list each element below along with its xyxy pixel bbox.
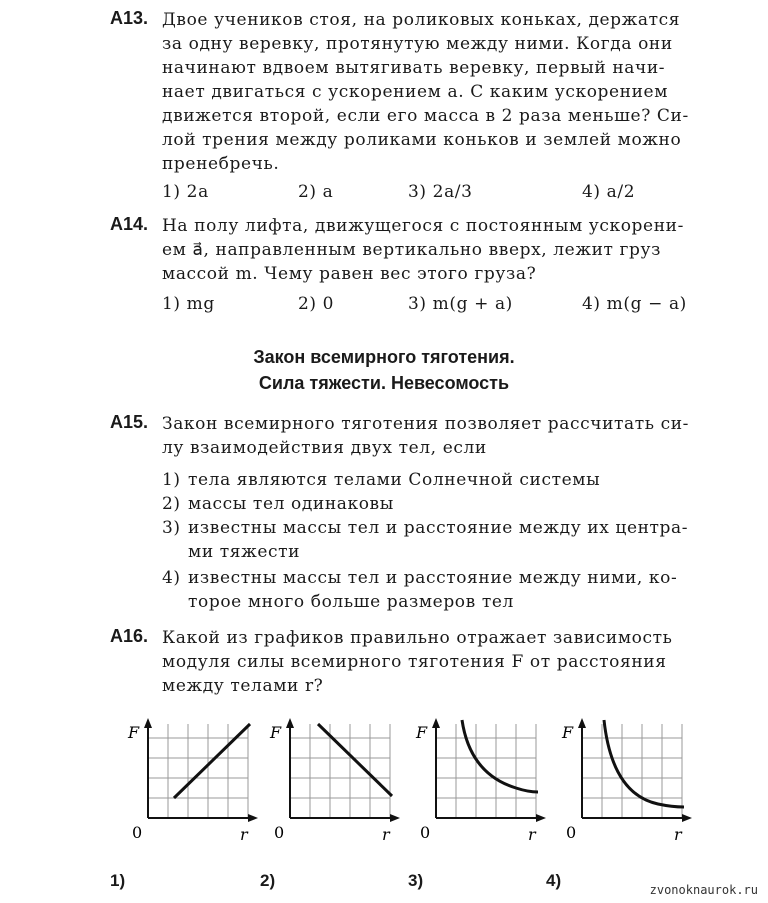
axis-label-r: r bbox=[382, 825, 390, 844]
x-axis-arrow bbox=[390, 814, 400, 822]
grid bbox=[582, 724, 682, 818]
text-line: известны массы тел и расстояние между их центра- bbox=[188, 518, 689, 538]
question-text bbox=[162, 8, 708, 176]
origin-label: 0 bbox=[132, 823, 143, 842]
graph-label-1: 1) bbox=[110, 871, 126, 890]
question-a15 bbox=[110, 412, 710, 612]
text-line: ем a⃗, направленным вертикально вверх, лежит груз bbox=[162, 240, 661, 260]
section-title-line: Сила тяжести. Невесомость bbox=[258, 373, 510, 393]
text-line: за одну веревку, протянутую между ними. Когда они bbox=[162, 34, 673, 54]
origin-label: 0 bbox=[274, 823, 285, 842]
watermark: zvonoknaurok.ru bbox=[649, 883, 758, 897]
answer-option-2: 2) 0 bbox=[298, 294, 335, 314]
option-text bbox=[188, 492, 703, 516]
option-text bbox=[188, 516, 703, 564]
question-text bbox=[162, 412, 708, 460]
text-line: нает двигаться с ускорением a. С каким ускорением bbox=[162, 82, 669, 102]
graph-2-linear-decreasing bbox=[262, 716, 402, 846]
answer-option-1: 1) 2a bbox=[162, 182, 209, 202]
answer-option-1: 1) mg bbox=[162, 294, 215, 314]
origin-label: 0 bbox=[566, 823, 577, 842]
option-text bbox=[188, 566, 703, 614]
option-number: 1) bbox=[162, 470, 181, 490]
text-line: между телами r? bbox=[162, 676, 324, 696]
graph-3-hyperbolic bbox=[408, 716, 548, 846]
text-line: массой m. Чему равен вес этого груза? bbox=[162, 264, 537, 284]
question-number: А16. bbox=[110, 626, 149, 646]
text-line: лу взаимодействия двух тел, если bbox=[162, 438, 487, 458]
text-line: тела являются телами Солнечной системы bbox=[188, 470, 601, 490]
axis-label-f: F bbox=[416, 723, 428, 742]
grid bbox=[290, 724, 390, 818]
curve bbox=[318, 724, 392, 796]
option-number: 3) bbox=[162, 518, 181, 538]
question-number: А13. bbox=[110, 8, 149, 28]
graph-label-2: 2) bbox=[260, 871, 276, 890]
answer-option-3: 3) m(g + a) bbox=[408, 294, 513, 314]
option-text bbox=[188, 468, 703, 492]
curve bbox=[604, 720, 684, 807]
axis-label-f: F bbox=[128, 723, 140, 742]
text-line: известны массы тел и расстояние между ними, ко- bbox=[188, 568, 678, 588]
text-line: лой трения между роликами коньков и землей можно bbox=[162, 130, 682, 150]
question-a13 bbox=[110, 8, 710, 208]
text-line: модуля силы всемирного тяготения F от расстояния bbox=[162, 652, 667, 672]
axis-label-r: r bbox=[674, 825, 682, 844]
text-line: Двое учеников стоя, на роликовых коньках, держатся bbox=[162, 10, 681, 30]
y-axis-arrow bbox=[144, 718, 152, 728]
curve bbox=[462, 720, 538, 792]
text-line: На полу лифта, движущегося с постоянным ускорени- bbox=[162, 216, 684, 236]
axis-label-f: F bbox=[270, 723, 282, 742]
answer-option-2: 2) a bbox=[298, 182, 334, 202]
section-title-line: Закон всемирного тяготения. bbox=[253, 347, 515, 367]
text-line: движется второй, если его масса в 2 раза меньше? Си- bbox=[162, 106, 689, 126]
origin-label: 0 bbox=[420, 823, 431, 842]
section-title bbox=[0, 344, 768, 396]
answer-option-4: 4) a/2 bbox=[582, 182, 636, 202]
x-axis-arrow bbox=[536, 814, 546, 822]
question-a14 bbox=[110, 214, 710, 324]
text-line: Закон всемирного тяготения позволяет рассчитать си- bbox=[162, 414, 690, 434]
option-number: 2) bbox=[162, 494, 181, 514]
question-a16 bbox=[110, 626, 710, 706]
text-line: начинают вдвоем вытягивать веревку, первый начи- bbox=[162, 58, 666, 78]
y-axis-arrow bbox=[286, 718, 294, 728]
y-axis-arrow bbox=[578, 718, 586, 728]
text-line: ми тяжести bbox=[188, 542, 301, 562]
curve bbox=[174, 724, 250, 798]
graph-4-inverse-square bbox=[554, 716, 694, 846]
graph-label-4: 4) bbox=[546, 871, 562, 890]
graph-label-3: 3) bbox=[408, 871, 424, 890]
graph-1-linear-increasing bbox=[120, 716, 260, 846]
option-number: 4) bbox=[162, 568, 181, 588]
grid bbox=[148, 724, 248, 818]
axis-label-r: r bbox=[528, 825, 536, 844]
axis-label-f: F bbox=[562, 723, 574, 742]
text-line: массы тел одинаковы bbox=[188, 494, 394, 514]
text-line: пренебречь. bbox=[162, 154, 280, 174]
text-line: Какой из графиков правильно отражает зависимость bbox=[162, 628, 673, 648]
question-number: А14. bbox=[110, 214, 149, 234]
question-text bbox=[162, 626, 708, 698]
x-axis-arrow bbox=[248, 814, 258, 822]
question-number: А15. bbox=[110, 412, 149, 432]
answer-option-3: 3) 2a/3 bbox=[408, 182, 473, 202]
x-axis-arrow bbox=[682, 814, 692, 822]
text-line: торое много больше размеров тел bbox=[188, 592, 514, 612]
axis-label-r: r bbox=[240, 825, 248, 844]
question-text bbox=[162, 214, 708, 286]
answer-option-4: 4) m(g − a) bbox=[582, 294, 687, 314]
y-axis-arrow bbox=[432, 718, 440, 728]
